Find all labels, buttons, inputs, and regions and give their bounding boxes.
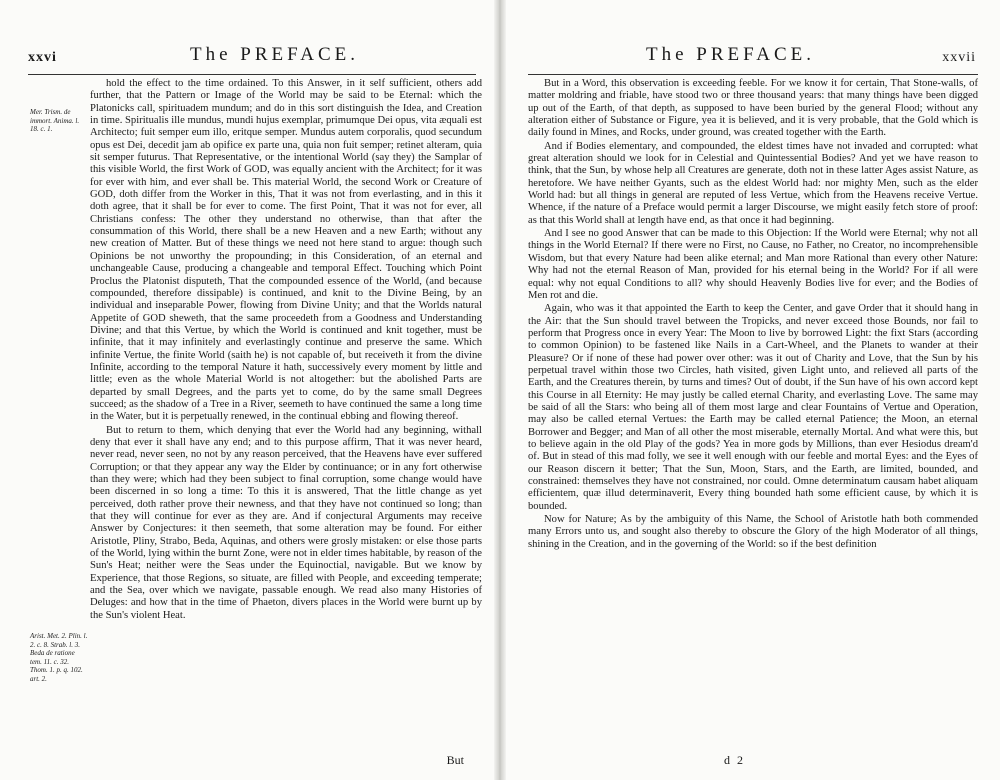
paragraph: hold the effect to the time ordained. To this Answer, in it self sufficient, others add further, that the Pattern or Image of the World may be said to be Eternal: which the Platonicks call, spirituadem mundum; and do in this sort distinguish the Idea, and Creation in time. Spiritualis ille mundus, mundi hujus exemplar, primumque Dei opus, vita æquali est Architecto; fuit semper eum illo, eritque semper. Mundus autem corporalis, quod secundum opus est Dei, decedit jam ab opifice ex parte una, quia non fuit semper; retinet alteram, quia sit semper futurus. That Representative, or the intentional World (say they) the Samplar of this visible World, the first Work of GOD, was equally ancient with the Architect; for it was for ever with him, and ever shall be. This material World, the second Work or Creature of GOD, doth differ from the Worker in this, That it was not from everlasting, and in this it doth agree, that it shall be for ever to come. The first Point, That it was not for ever, all Christians confess: The other they understand no otherwise, than that after the consummation of this World, there shall be a new Heaven and a new Earth; without any new creation of Matter. But of these things we need not here stand to argue: though such Opinions be not unworthy the propounding; in this Consideration, of an eternal and unchangeable Cause, producing a changeable and temporal Effect. Touching which Point Proclus the Platonist disputeth, That the compounded essence of the World, (and because compounded, therefore dissipable) is continued, and knit to the Divine Being, by an individual and inseparable Power, flowing from Divine Unity; and that the Worlds natural Appetite of GOD sheweth, that the same proceedeth from a Goodness and Understanding Divine; and that this Vertue, by which the World is continued and knit together, must be infinite, that it may infinitely and everlastingly continue and preserve the same. Which infinite Vertue, the finite World (saith he) is not capable of, but receiveth it from the divine Infinite, according to the temporal Nature it hath, successively every moment by little and little; even as the whole Material World is not altogether: but the abolished Parts are departed by small Degrees, and the parts yet to come, do by the same small Degrees succeed; as the shadow of a Tree in a River, seemeth to have continued the same a long time in the Water, but it is perpetually renewed, in the continual ebbing and flowing thereof. [90, 78, 482, 423]
paragraph: But to return to them, which denying that ever the World had any beginning, withall deny that ever it shall have any end; and to this purpose affirm, That it was never heard, never read, never seen, no not by any reason perceived, that the Heavens have ever suffered Corruption; or that they appear any way the Elder by continuance; or in any fort otherwise than they were; which had they been subject to final corruption, some change would have been discerned in so long a time: To this it is answered, That the little change as yet perceived, doth rather prove their newness, and that they have not continued so long; than that they will continue for ever as they are. And if conjectural Arguments may receive Answer by Conjectures: it then seemeth, that some alteration may be found. For either Aristotle, Pliny, Strabo, Beda, Aquinas, and others were grosly mistaken: or else those parts of the World, lying within the burnt Zone, were not in elder times habitable, by reason of the Sun's Heat; neither were the Seas under the Equinoctial, navigable. But we know by Experience, that those Regions, so situate, are filled with People, and exceeding temperate; and the Sea, over which we navigate, passable enough. We read also many Histories of Deluges: and how that in the time of Phaeton, divers places in the World were burnt up by the Sun's violent Heat. [90, 424, 482, 621]
catchword: But [446, 753, 464, 767]
body-text [90, 78, 482, 622]
paragraph: Again, who was it that appointed the Earth to keep the Center, and gave Order that it should hang in the Air: that the Sun should travel between the Tropicks, and never exceed those Bounds, nor fail to perform that Progress once in every Year: The Moon to live by borrowed Light: the fixt Stars (according to common Opinion) to be fastened like Nails in a Cart-Wheel, and the Planets to wander at their Pleasure? Or if none of these had power over other: was it out of Charity and Love, that the Sun by his perpetual travel within those two Circles, hath visited, given Light unto, and relieved all parts of the Earth, and the Creatures therein, by turns and times? Out of doubt, if the Sun have of his own accord kept this Course in all Eternity: He may justly be called eternal Charity, and everlasting Love. The same may be said of all the Stars: who being all of them most large and clear Fountains of Vertue and Operation, may also be called eternal Vertues: the Earth may be called eternal Patience; the Moon, an eternal Borrower and Begger; and Man of all other the most miserable, eternally Mortal. And what were this, but to believe again in the old Play of the gods? Yea in more gods by Millions, than ever Hesiodus dream'd of. But in stead of this mad folly, we see it well enough with our feeble and mortal Eyes: and the Eyes of our Reason discern it better; That the Sun, Moon, Stars, and the Earth, are limited, bounded, and constrained: themselves they have not constrained, nor could. Omne determinatum causam habet aliquam efficientem, quæ illud determinaverit, Every thing bounded hath some efficient cause, by which it is bounded. [528, 303, 978, 512]
left-page [0, 0, 494, 780]
book-gutter [494, 0, 506, 780]
left-page-header [0, 44, 494, 74]
paragraph: And I see no good Answer that can be made to this Objection: If the World were Eternal; why not all things in the World Eternal? If there were no First, no Cause, no Father, no Creator, no incomprehensible Wisdom, but that every Nature had been alike eternal; and Man more Rational than every other Nature: Why had not the eternal Reason of Man, provided for his eternal being in the World? For if all were equal: why not equal Conditions to all? why should Heavenly Bodies live for ever; and the Bodies of Men rot and die. [528, 228, 978, 301]
right-page [506, 0, 1000, 780]
running-head: The PREFACE. [646, 44, 816, 65]
running-head: The PREFACE. [190, 44, 360, 65]
marginal-note: Arist. Met. 2. Plin. l. 2. c. 8. Strab. l. 3. Beda de ratione tem. 11. c. 32. Thom. 1. p. q. 102. art. 2. [30, 632, 88, 683]
paragraph: But in a Word, this observation is exceeding feeble. For we know it for certain, That Stone-walls, of matter moldring and friable, have stood two or three thousand years: that many things have been digged up out of the Earth, of that depth, as supposed to have been buried by the general Flood; without any alteration either of Substance or Figure, yea it is believed, and it is very probable, that the Gold which is daily found in Mines, and Rocks, under ground, was created together with the Earth. [528, 78, 978, 139]
marginal-note: Mer. Trism. de immort. Anima. l. 18. c. 1. [30, 108, 80, 133]
header-rule [28, 74, 476, 75]
header-rule [528, 74, 978, 75]
paragraph: And if Bodies elementary, and compounded, the eldest times have not invaded and corrupted: what great alteration should we look for in Celestial and Quintessential Bodies? And yet we have reason to think, that the Sun, by whose help all Creatures are generate, doth not in these latter Ages assist Nature, as heretofore. We have neither Gyants, such as the eldest World had: nor mighty Men, such as the elder World had: but all things in general are reputed of less Vertue, which from the Heavens receive Vertue. Whence, if the nature of a Preface would permit a larger Discourse, we might easily fetch store of proof: as that this World shall at length have end, as that once it had beginning. [528, 140, 978, 226]
page-number: xxvii [942, 50, 976, 65]
body-text [528, 78, 978, 551]
signature-mark: d 2 [724, 753, 745, 767]
page-number: xxvi [28, 50, 57, 65]
paragraph: Now for Nature; As by the ambiguity of this Name, the School of Aristotle hath both commended many Errors unto us, and sought also thereby to obscure the Glory of the high Moderator of all things, shining in the Creation, and in the governing of the World: so if the best definition [528, 514, 978, 550]
right-page-header [506, 44, 1000, 74]
